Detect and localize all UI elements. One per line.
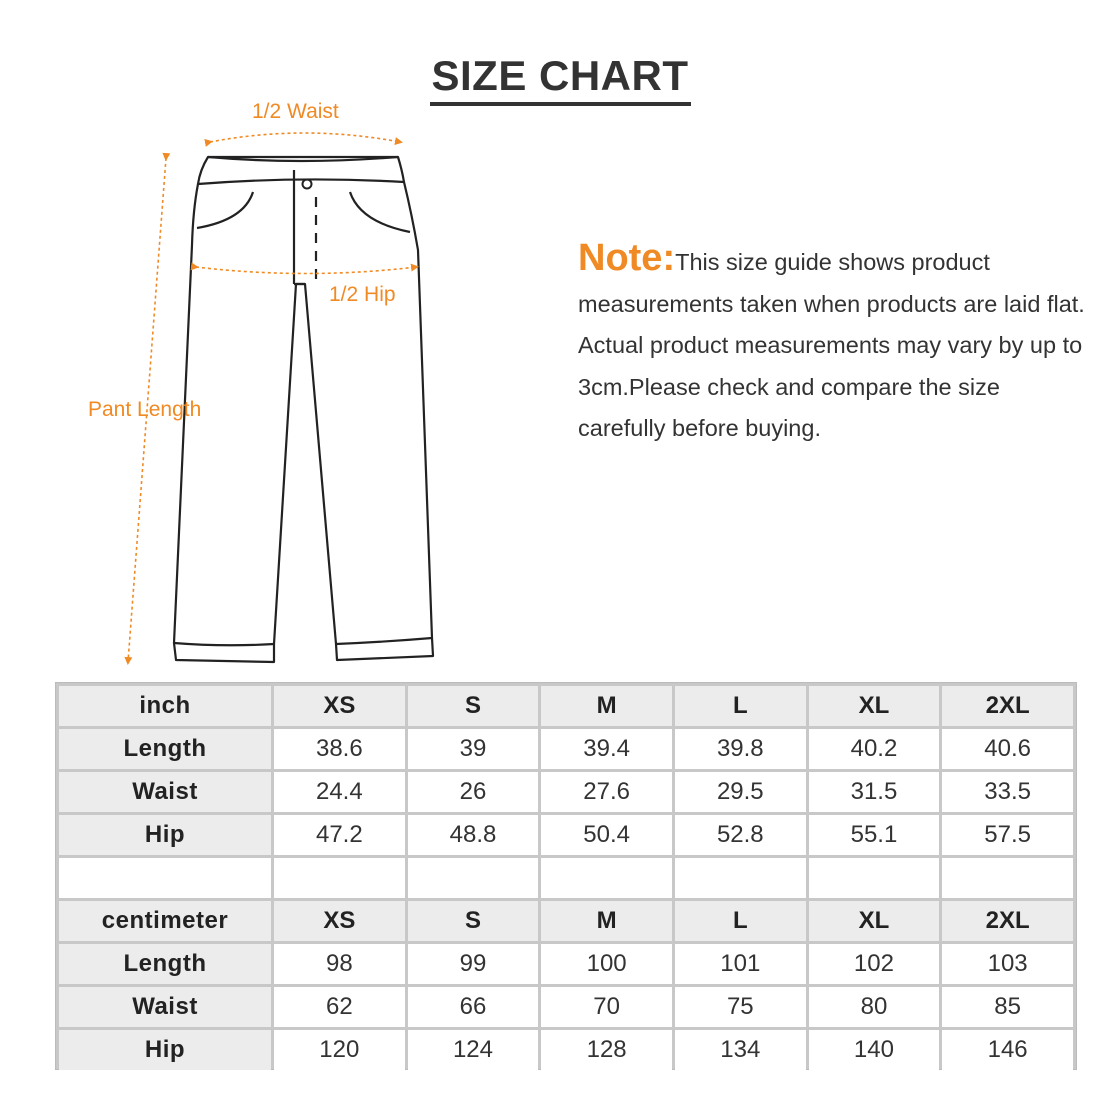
- size-header: XL: [809, 686, 940, 726]
- table-cell: 27.6: [541, 772, 672, 812]
- table-cell: 75: [675, 987, 806, 1027]
- unit-label-cm: centimeter: [59, 901, 271, 941]
- spacer-cell: [274, 858, 405, 898]
- unit-label-inch: inch: [59, 686, 271, 726]
- table-cell: 50.4: [541, 815, 672, 855]
- table-cell: 24.4: [274, 772, 405, 812]
- waist-label: 1/2 Waist: [252, 100, 339, 123]
- pant-length-label: Pant Length: [88, 398, 202, 421]
- table-cell: 57.5: [942, 815, 1073, 855]
- table-cell: 55.1: [809, 815, 940, 855]
- page-title: SIZE CHART: [430, 52, 691, 106]
- table-cell: 52.8: [675, 815, 806, 855]
- table-cell: 39.8: [675, 729, 806, 769]
- size-header: XS: [274, 686, 405, 726]
- hip-measure-line: [196, 267, 416, 274]
- size-header: S: [408, 686, 539, 726]
- spacer-cell: [942, 858, 1073, 898]
- table-cell: 103: [942, 944, 1073, 984]
- row-label: Hip: [59, 1030, 271, 1070]
- row-label: Hip: [59, 815, 271, 855]
- table-row: [59, 1030, 1073, 1070]
- table-cell: 40.6: [942, 729, 1073, 769]
- spacer-cell: [408, 858, 539, 898]
- table-cell: 85: [942, 987, 1073, 1027]
- size-header: S: [408, 901, 539, 941]
- table-row: [59, 987, 1073, 1027]
- table-cell: 40.2: [809, 729, 940, 769]
- table-row: [59, 944, 1073, 984]
- pants-outline: [174, 157, 433, 662]
- table-cell: 70: [541, 987, 672, 1027]
- table-cell: 48.8: [408, 815, 539, 855]
- table-cell: 134: [675, 1030, 806, 1070]
- table-cell: 39.4: [541, 729, 672, 769]
- spacer-cell: [675, 858, 806, 898]
- table-cell: 62: [274, 987, 405, 1027]
- table-row: [59, 729, 1073, 769]
- row-label: Waist: [59, 987, 271, 1027]
- table-cell: 33.5: [942, 772, 1073, 812]
- spacer-row: [59, 858, 1073, 898]
- note-text: This size guide shows product measurements taken when products are laid flat. Actual product measurements may vary by up to 3cm.Please check and compare the size carefully before buying.: [578, 249, 1085, 441]
- size-table: [55, 682, 1077, 1070]
- size-header: 2XL: [942, 686, 1073, 726]
- table-cell: 101: [675, 944, 806, 984]
- size-header: L: [675, 686, 806, 726]
- size-header: XL: [809, 901, 940, 941]
- table-cell: 47.2: [274, 815, 405, 855]
- size-header: M: [541, 901, 672, 941]
- waist-measure-line: [210, 133, 400, 142]
- table-cell: 128: [541, 1030, 672, 1070]
- table-cell: 29.5: [675, 772, 806, 812]
- table-cell: 98: [274, 944, 405, 984]
- table-cell: 26: [408, 772, 539, 812]
- table-cell: 38.6: [274, 729, 405, 769]
- table-cell: 100: [541, 944, 672, 984]
- spacer-cell: [541, 858, 672, 898]
- table-cell: 66: [408, 987, 539, 1027]
- size-header: M: [541, 686, 672, 726]
- spacer-cell: [809, 858, 940, 898]
- table-cell: 146: [942, 1030, 1073, 1070]
- size-header: XS: [274, 901, 405, 941]
- cm-header-row: [59, 901, 1073, 941]
- size-header: 2XL: [942, 901, 1073, 941]
- table-row: [59, 815, 1073, 855]
- table-cell: 102: [809, 944, 940, 984]
- row-label: Waist: [59, 772, 271, 812]
- inch-header-row: [59, 686, 1073, 726]
- button-icon: [303, 180, 312, 189]
- table-row: [59, 772, 1073, 812]
- table-cell: 39: [408, 729, 539, 769]
- table-cell: 120: [274, 1030, 405, 1070]
- size-header: L: [675, 901, 806, 941]
- table-cell: 140: [809, 1030, 940, 1070]
- row-label: Length: [59, 729, 271, 769]
- hip-label: 1/2 Hip: [329, 283, 396, 306]
- table-cell: 31.5: [809, 772, 940, 812]
- spacer-cell: [59, 858, 271, 898]
- note-label: Note:: [578, 237, 676, 279]
- note-block: [578, 238, 1088, 450]
- table-cell: 99: [408, 944, 539, 984]
- table-cell: 80: [809, 987, 940, 1027]
- row-label: Length: [59, 944, 271, 984]
- table-cell: 124: [408, 1030, 539, 1070]
